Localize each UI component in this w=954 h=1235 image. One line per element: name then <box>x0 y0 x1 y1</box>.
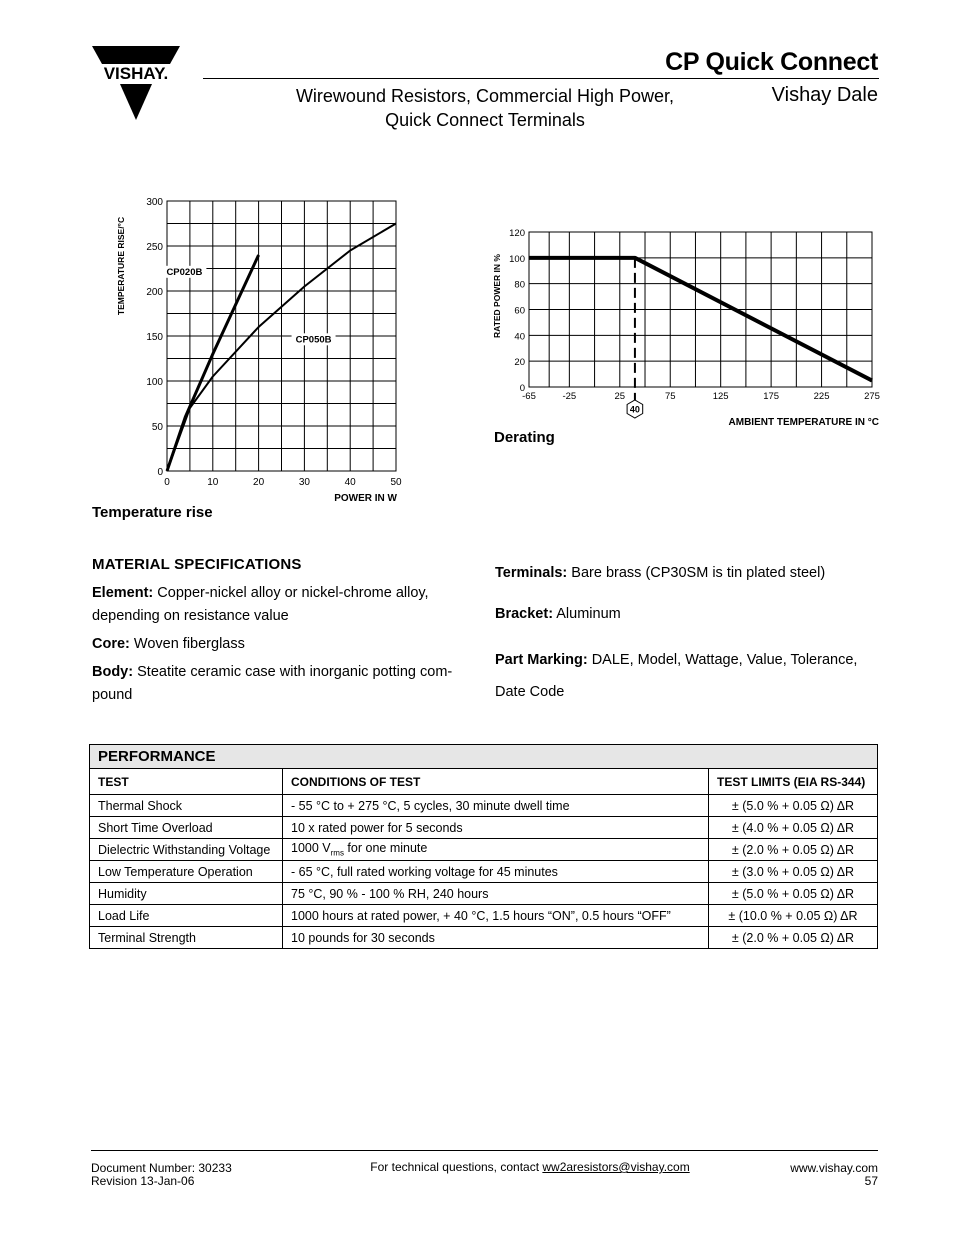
document-info <box>91 1162 232 1188</box>
table-row <box>90 795 878 817</box>
x-tick-label: 20 <box>253 477 265 488</box>
x-tick-label: 10 <box>207 477 219 488</box>
spec-part-marking <box>495 644 875 708</box>
spec-terminals <box>495 562 875 585</box>
brand-name: Vishay Dale <box>771 84 878 106</box>
logo-text: VISHAY. <box>103 64 169 83</box>
table-row <box>90 861 878 883</box>
spec-part-marking-value: DALE, Model, Wattage, Value, Tolerance, Date Code <box>495 652 858 700</box>
x-axis-label: AMBIENT TEMPERATURE IN °C <box>728 417 879 428</box>
x-tick-label: 30 <box>298 477 310 488</box>
x-tick-label: -25 <box>562 391 577 402</box>
y-axis-label: TEMPERATURE RISE/°C <box>116 216 126 316</box>
spec-body <box>92 661 462 707</box>
footer-rule <box>91 1150 878 1151</box>
test-conditions: - 55 °C to + 275 °C, 5 cycles, 30 minute dwell time <box>283 795 709 817</box>
x-tick-label: 225 <box>813 391 830 402</box>
derating-caption: Derating <box>494 429 555 446</box>
series-label: CP050B <box>295 334 332 346</box>
spec-core-value: Woven fiberglass <box>133 636 245 652</box>
spec-element <box>92 582 462 628</box>
test-name: Load Life <box>90 905 283 927</box>
performance-header-row <box>90 769 878 795</box>
marker-label: 40 <box>629 404 640 415</box>
spec-core <box>92 633 462 656</box>
material-specs-right <box>495 562 875 708</box>
y-tick-label: 200 <box>146 287 163 298</box>
test-limits: ± (2.0 % + 0.05 Ω) ΔR <box>709 927 878 949</box>
subtitle-line-1: Wirewound Resistors, Commercial High Power, <box>295 86 675 106</box>
x-tick-label: 50 <box>390 477 402 488</box>
table-row <box>90 927 878 949</box>
page-subtitle <box>260 84 710 132</box>
y-tick-label: 0 <box>519 383 525 394</box>
x-tick-label: -65 <box>522 391 536 402</box>
y-tick-label: 100 <box>509 253 525 265</box>
derating-curve <box>529 258 872 381</box>
revision: Revision 13-Jan-06 <box>91 1174 195 1188</box>
y-axis-label: RATED POWER IN % <box>492 254 502 338</box>
y-tick-label: 50 <box>151 422 163 433</box>
website-link[interactable]: www.vishay.com <box>790 1161 878 1175</box>
x-tick-label: 75 <box>664 391 676 402</box>
test-conditions: - 65 °C, full rated working voltage for 45 minutes <box>283 861 709 883</box>
y-tick-label: 20 <box>514 357 525 369</box>
table-row <box>90 905 878 927</box>
test-conditions: 10 pounds for 30 seconds <box>283 927 709 949</box>
test-name: Short Time Overload <box>90 817 283 839</box>
test-conditions: 1000 hours at rated power, + 40 °C, 1.5 hours “ON”, 0.5 hours “OFF” <box>283 905 709 927</box>
spec-element-value: Copper-nickel alloy or nickel-chrome alloy, depending on resistance value <box>92 585 429 624</box>
page-number: 57 <box>864 1174 878 1188</box>
page-title: CP Quick Connect <box>665 48 878 76</box>
x-tick-label: 0 <box>164 477 170 488</box>
table-row <box>90 817 878 839</box>
x-tick-label: 125 <box>712 391 729 402</box>
document-number: Document Number: 30233 <box>91 1161 232 1175</box>
test-conditions: 10 x rated power for 5 seconds <box>283 817 709 839</box>
y-tick-label: 0 <box>157 467 163 478</box>
website-info <box>700 1162 878 1188</box>
test-conditions: 75 °C, 90 % - 100 % RH, 240 hours <box>283 883 709 905</box>
spec-core-label: Core: <box>92 636 130 652</box>
y-tick-label: 120 <box>509 228 525 239</box>
contact-email-link[interactable]: ww2aresistors@vishay.com <box>542 1160 690 1174</box>
vishay-logo <box>90 44 182 122</box>
test-limits: ± (10.0 % + 0.05 Ω) ΔR <box>709 905 878 927</box>
series-label: CP020B <box>166 266 203 278</box>
y-tick-label: 40 <box>514 331 525 343</box>
conditions-pre: 1000 V <box>291 841 331 856</box>
test-limits: ± (3.0 % + 0.05 Ω) ΔR <box>709 861 878 883</box>
conditions-post: for one minute <box>343 841 428 856</box>
contact-info <box>330 1161 730 1174</box>
header-test: TEST <box>90 769 283 795</box>
performance-table <box>89 744 878 949</box>
spec-bracket <box>495 603 875 626</box>
y-tick-label: 250 <box>146 242 163 253</box>
spec-body-label: Body: <box>92 664 134 680</box>
spec-part-marking-label: Part Marking: <box>495 652 588 668</box>
subtitle-line-2: Quick Connect Terminals <box>385 110 585 130</box>
y-tick-label: 150 <box>146 332 163 343</box>
table-row <box>90 839 878 861</box>
temperature-rise-chart <box>90 190 410 512</box>
performance-title: PERFORMANCE <box>90 745 878 769</box>
contact-text: For technical questions, contact <box>370 1160 543 1174</box>
test-name: Thermal Shock <box>90 795 283 817</box>
x-tick-label: 175 <box>763 391 780 402</box>
spec-terminals-value: Bare brass (CP30SM is tin plated steel) <box>571 565 826 581</box>
material-specifications-heading: MATERIAL SPECIFICATIONS <box>92 556 302 573</box>
test-limits: ± (5.0 % + 0.05 Ω) ΔR <box>709 883 878 905</box>
test-limits: ± (2.0 % + 0.05 Ω) ΔR <box>709 839 878 861</box>
spec-body-value: Steatite ceramic case with inorganic potting com-pound <box>92 664 453 703</box>
spec-bracket-label: Bracket: <box>495 606 554 622</box>
test-name: Terminal Strength <box>90 927 283 949</box>
spec-bracket-value: Aluminum <box>556 606 621 622</box>
header-limits: TEST LIMITS (EIA RS-344) <box>709 769 878 795</box>
derating-chart <box>488 222 883 434</box>
conditions-sub: rms <box>330 848 344 858</box>
test-limits: ± (4.0 % + 0.05 Ω) ΔR <box>709 817 878 839</box>
y-tick-label: 300 <box>146 197 163 208</box>
test-conditions <box>283 839 709 861</box>
temperature-rise-caption: Temperature rise <box>92 504 213 521</box>
x-axis-label: POWER IN W <box>334 493 397 504</box>
x-tick-label: 40 <box>344 477 356 488</box>
spec-element-label: Element: <box>92 585 154 601</box>
test-name: Dielectric Withstanding Voltage <box>90 839 283 861</box>
spec-terminals-label: Terminals: <box>495 565 568 581</box>
header-rule <box>203 78 879 79</box>
test-limits: ± (5.0 % + 0.05 Ω) ΔR <box>709 795 878 817</box>
performance-title-row <box>90 745 878 769</box>
header-conditions: CONDITIONS OF TEST <box>283 769 709 795</box>
material-specs-left <box>92 582 462 712</box>
y-tick-label: 80 <box>514 279 525 291</box>
test-name: Low Temperature Operation <box>90 861 283 883</box>
test-name: Humidity <box>90 883 283 905</box>
y-tick-label: 60 <box>514 305 525 317</box>
x-tick-label: 25 <box>614 391 626 402</box>
table-row <box>90 883 878 905</box>
y-tick-label: 100 <box>146 377 163 388</box>
x-tick-label: 275 <box>864 391 880 402</box>
